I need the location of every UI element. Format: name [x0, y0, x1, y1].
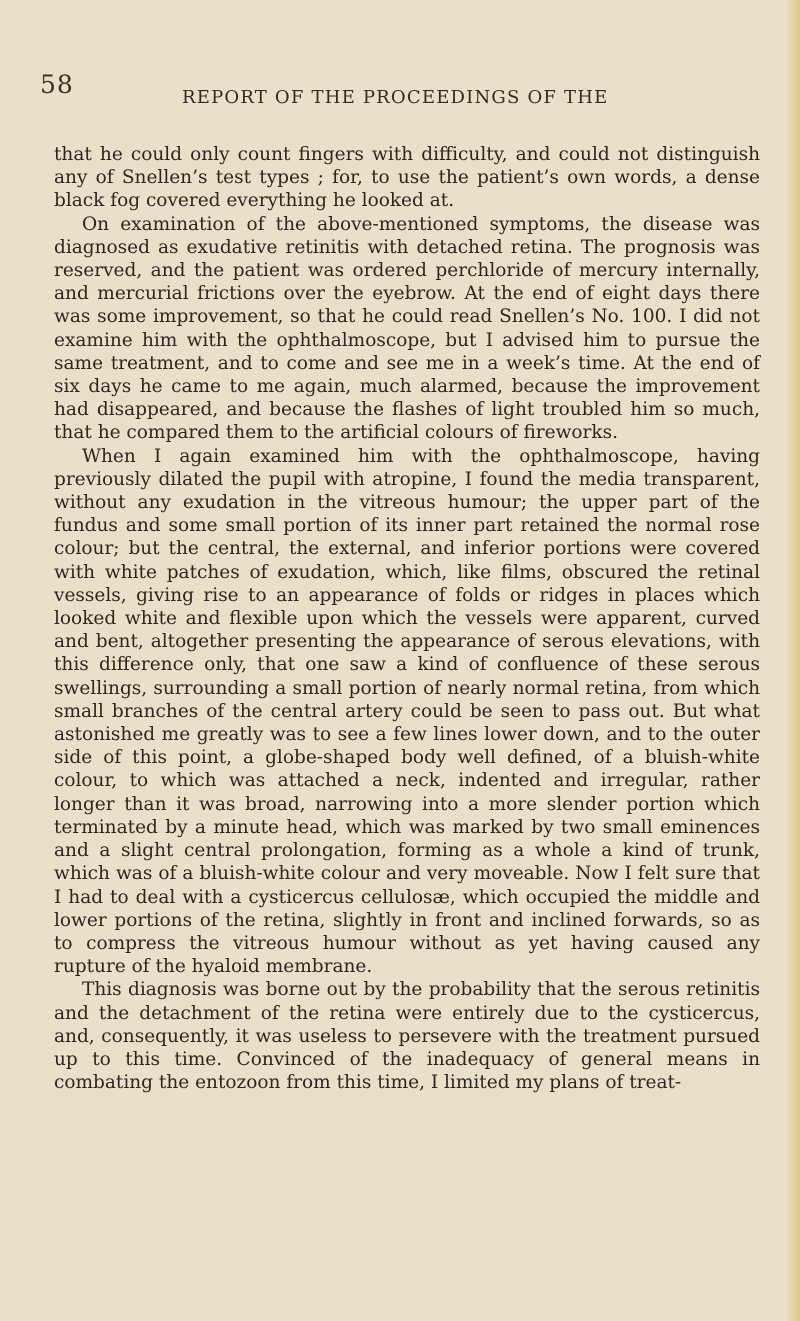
- body-text: [54, 143, 760, 1094]
- paragraph: On examination of the above-mentioned symptoms, the disease was diagnosed as exudative retinitis with detached retina. The prognosis was reserved, and the patient was ordered perchloride of mercury internally, and mercurial frictions over the eyebrow. At the end of eight days there was some improvement, so that he could read Snellen’s No. 100. I did not examine him with the ophthalmoscope, but I advised him to pursue the same treatment, and to come and see me in a week’s time. At the end of six days he came to me again, much alarmed, because the improvement had disappeared, and because the flashes of light troubled him so much, that he compared them to the artificial colours of fireworks.: [54, 213, 760, 444]
- paragraph: This diagnosis was borne out by the probability that the serous retinitis and the detachment of the retina were entirely due to the cysticercus, and, consequently, it was useless to persevere with the treatment pursued up to this time. Convinced of the inadequacy of general means in combating the entozoon from this time, I limited my plans of treat-: [54, 979, 760, 1094]
- paragraph-continued: that he could only count fingers with difficulty, and could not distinguish any of Snellen’s test types ; for, to use the patient’s own words, a dense black fog covered everything he looked at.: [54, 144, 760, 212]
- page-edge-shadow: [786, 0, 800, 1321]
- page-number: 58: [40, 70, 74, 99]
- paragraph: When I again examined him with the ophthalmoscope, having previously dilated the pupil with atropine, I found the media transparent, without any exudation in the vitreous humour; the upper part of the fundus and some small portion of its inner part retained the normal rose colour; but the central, the external, and inferior portions were covered with white patches of exudation, which, like films, obscured the retinal vessels, giving rise to an appearance of folds or ridges in places which looked white and flexible upon which the vessels were apparent, curved and bent, altogether presenting the appearance of serous elevations, with this difference only, that one saw a kind of confluence of these serous swellings, surrounding a small portion of nearly normal retina, from which small branches of the central artery could be seen to pass out. But what astonished me greatly was to see a few lines lower down, and to the outer side of this point, a globe-shaped body well defined, of a bluish-white colour, to which was attached a neck, indented and irregular, rather longer than it was broad, narrowing into a more slender portion which terminated by a minute head, which was marked by two small eminences and a slight central prolongation, forming as a whole a kind of trunk, which was of a bluish-white colour and very moveable. Now I felt sure that I had to deal with a cysticercus cellulosæ, which occupied the middle and lower portions of the retina, slightly in front and inclined forwards, so as to compress the vitreous humour without as yet having caused any rupture of the hyaloid membrane.: [54, 445, 760, 978]
- running-head: REPORT OF THE PROCEEDINGS OF THE: [182, 87, 609, 108]
